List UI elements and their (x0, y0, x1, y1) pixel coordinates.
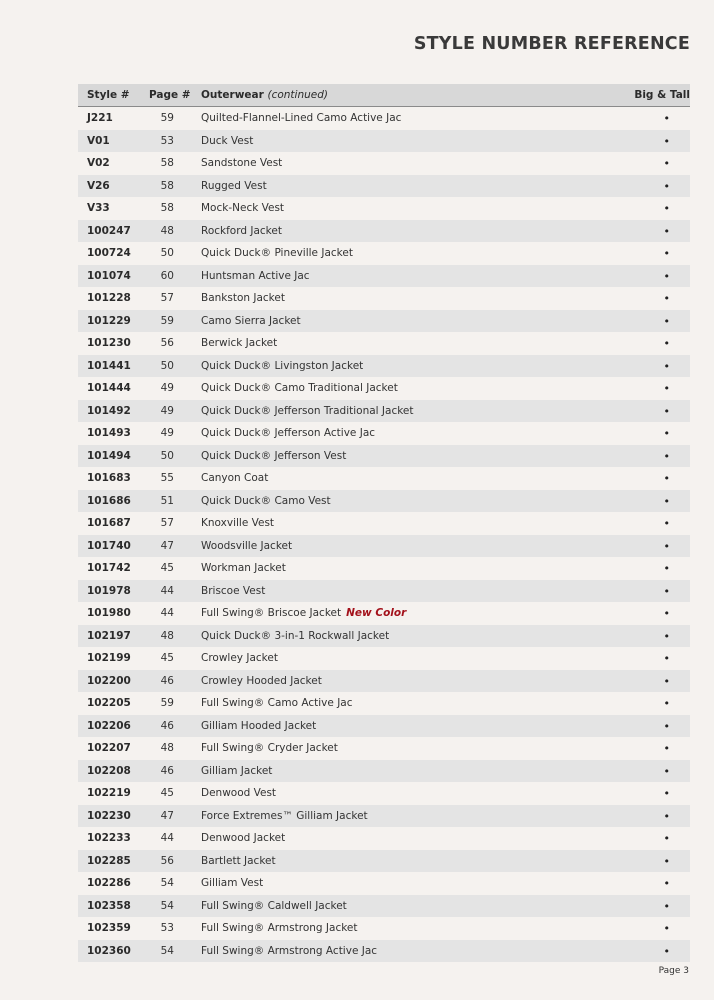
big-tall-bullet: • (663, 877, 670, 890)
description-cell (201, 202, 284, 214)
description-cell (201, 562, 286, 574)
style-number-cell: 102360 (87, 944, 131, 957)
page-number-cell: 57 (160, 292, 174, 304)
big-tall-bullet: • (663, 517, 670, 530)
description-cell (201, 495, 331, 507)
description-text: Quick Duck® Camo Traditional Jacket (201, 382, 398, 394)
table-row (78, 242, 690, 265)
big-tall-bullet: • (663, 629, 670, 643)
description-cell (201, 697, 353, 709)
description-cell (201, 270, 310, 282)
big-tall-bullet: • (663, 269, 670, 283)
big-tall-bullet: • (663, 494, 670, 508)
page-number-cell: 45 (160, 562, 174, 574)
table-row (78, 805, 690, 828)
table-row (78, 625, 690, 648)
table-row (78, 647, 690, 670)
page-number-cell: 47 (160, 809, 174, 822)
table-row (78, 130, 690, 153)
description-text: Full Swing® Cryder Jacket (201, 742, 338, 754)
table-row (78, 287, 690, 310)
description-text: Quick Duck® Jefferson Traditional Jacket (201, 404, 414, 417)
big-tall-bullet: • (663, 427, 670, 440)
description-text: Mock-Neck Vest (201, 202, 285, 214)
big-tall-bullet: • (663, 134, 670, 148)
big-tall-bullet: • (663, 562, 670, 575)
style-number-cell: 101229 (87, 314, 131, 327)
description-text: Full Swing® Briscoe Jacket (201, 607, 342, 619)
description-cell (201, 157, 282, 169)
page-number-cell: 46 (160, 764, 174, 777)
page-number-cell: 50 (160, 359, 174, 372)
description-text: Gilliam Vest (201, 877, 264, 889)
page-number-cell: 59 (160, 314, 174, 327)
page-number-cell: 44 (160, 584, 174, 597)
table-row (78, 400, 690, 423)
table-row (78, 917, 690, 940)
table-row (78, 760, 690, 783)
description-cell (201, 742, 338, 754)
table-row (78, 692, 690, 715)
table-row (78, 265, 690, 288)
page-number-cell: 59 (160, 112, 174, 124)
new-color-badge: New Color (346, 607, 407, 619)
description-cell (201, 450, 346, 462)
style-number-cell: 102219 (87, 787, 131, 799)
table-row (78, 220, 690, 243)
description-cell (201, 765, 272, 777)
page-number-cell: 60 (160, 269, 174, 282)
description-cell (201, 292, 285, 304)
description-cell (201, 337, 277, 349)
style-number-cell: 102207 (87, 742, 131, 754)
table-row (78, 850, 690, 873)
big-tall-bullet: • (663, 607, 670, 620)
description-text: Quick Duck® Jefferson Vest (201, 449, 347, 462)
style-number-cell: 102200 (87, 674, 131, 687)
style-number-cell: 100247 (87, 224, 131, 237)
table-row (78, 872, 690, 895)
description-cell (201, 135, 253, 147)
table-row (78, 580, 690, 603)
description-text: Crowley Jacket (201, 652, 278, 664)
style-number-cell: 100724 (87, 247, 131, 259)
style-number-cell: V33 (87, 202, 110, 214)
page-number-cell: 51 (160, 494, 174, 507)
description-text: Briscoe Vest (201, 584, 266, 597)
description-cell (201, 540, 292, 552)
style-number-cell: 101686 (87, 494, 131, 507)
page-number-cell: 45 (160, 787, 174, 799)
table-row (78, 445, 690, 468)
big-tall-bullet: • (663, 202, 670, 215)
description-text: Full Swing® Camo Active Jac (201, 697, 353, 709)
big-tall-bullet: • (663, 697, 670, 710)
style-number-cell: 101742 (87, 562, 131, 574)
description-text: Duck Vest (201, 134, 254, 147)
big-tall-bullet: • (663, 854, 670, 868)
description-text: Bankston Jacket (201, 292, 285, 304)
style-reference-table (78, 84, 690, 962)
style-number-cell: J221 (87, 112, 113, 124)
table-row (78, 422, 690, 445)
big-tall-bullet: • (663, 404, 670, 418)
description-text: Full Swing® Armstrong Active Jac (201, 944, 378, 957)
big-tall-bullet: • (663, 179, 670, 193)
big-tall-bullet: • (663, 584, 670, 598)
big-tall-bullet: • (663, 112, 670, 125)
description-text: Woodsville Jacket (201, 539, 293, 552)
page-number-cell: 53 (160, 922, 174, 934)
description-text: Crowley Hooded Jacket (201, 674, 322, 687)
style-number-cell: V01 (87, 134, 110, 147)
big-tall-bullet: • (663, 742, 670, 755)
style-number-cell: 101441 (87, 359, 131, 372)
table-row (78, 895, 690, 918)
page-number: Page 3 (658, 966, 689, 976)
page-number-cell: 44 (160, 832, 174, 844)
style-number-cell: 102286 (87, 877, 131, 889)
header-page-number: Page # (149, 89, 191, 101)
description-text: Camo Sierra Jacket (201, 314, 301, 327)
description-text: Workman Jacket (201, 562, 286, 574)
description-text: Sandstone Vest (201, 157, 283, 169)
style-number-cell: 102358 (87, 899, 131, 912)
big-tall-bullet: • (663, 652, 670, 665)
description-text: Quick Duck® Pineville Jacket (201, 247, 353, 259)
style-number-cell: 101444 (87, 382, 131, 394)
big-tall-bullet: • (663, 337, 670, 350)
description-cell (201, 382, 398, 394)
big-tall-bullet: • (663, 382, 670, 395)
page-number-cell: 44 (160, 607, 174, 619)
style-number-cell: 101980 (87, 607, 131, 619)
style-number-cell: V02 (87, 157, 110, 169)
description-text: Bartlett Jacket (201, 854, 276, 867)
big-tall-bullet: • (663, 832, 670, 845)
description-text: Quick Duck® Livingston Jacket (201, 359, 364, 372)
page-number-cell: 49 (160, 427, 174, 439)
big-tall-bullet: • (663, 787, 670, 800)
style-number-cell: 101228 (87, 292, 131, 304)
header-category (201, 89, 328, 101)
page-number-cell: 46 (160, 674, 174, 687)
page-number-cell: 58 (160, 179, 174, 192)
table-row (78, 940, 690, 963)
table-row (78, 197, 690, 220)
table-row (78, 557, 690, 580)
style-number-cell: 102206 (87, 719, 131, 732)
page-number-cell: 54 (160, 877, 174, 889)
page-number-cell: 50 (160, 247, 174, 259)
table-row (78, 355, 690, 378)
description-cell (201, 652, 278, 664)
style-number-cell: 101687 (87, 517, 131, 529)
description-cell (201, 720, 316, 732)
description-text: Berwick Jacket (201, 337, 278, 349)
description-text: Denwood Jacket (201, 832, 286, 844)
page-number-cell: 47 (160, 539, 174, 552)
description-text: Denwood Vest (201, 787, 277, 799)
big-tall-bullet: • (663, 224, 670, 238)
header-style-number: Style # (87, 89, 130, 101)
description-cell (201, 472, 268, 484)
description-cell (201, 922, 358, 934)
table-row (78, 670, 690, 693)
table-row (78, 602, 690, 625)
table-row (78, 332, 690, 355)
description-text: Quilted-Flannel-Lined Camo Active Jac (201, 112, 402, 124)
style-number-cell: 102205 (87, 697, 131, 709)
page-number-cell: 50 (160, 449, 174, 462)
style-number-cell: 101493 (87, 427, 131, 439)
style-number-cell: 101230 (87, 337, 131, 349)
description-cell (201, 607, 406, 619)
description-cell (201, 810, 368, 822)
description-cell (201, 405, 414, 417)
description-cell (201, 360, 363, 372)
description-cell (201, 427, 375, 439)
description-text: Force Extremes™ Gilliam Jacket (201, 809, 368, 822)
style-number-cell: V26 (87, 179, 110, 192)
page-number-cell: 48 (160, 742, 174, 754)
big-tall-bullet: • (663, 157, 670, 170)
big-tall-bullet: • (663, 247, 670, 260)
table-row (78, 152, 690, 175)
style-number-cell: 102359 (87, 922, 131, 934)
description-cell (201, 832, 285, 844)
description-text: Gilliam Hooded Jacket (201, 719, 317, 732)
big-tall-bullet: • (663, 539, 670, 553)
big-tall-bullet: • (663, 944, 670, 958)
style-number-cell: 102208 (87, 764, 131, 777)
page-number-cell: 45 (160, 652, 174, 664)
description-text: Knoxville Vest (201, 517, 275, 529)
table-row (78, 175, 690, 198)
description-cell (201, 315, 301, 327)
table-row (78, 737, 690, 760)
big-tall-bullet: • (663, 314, 670, 328)
table-body (78, 107, 690, 962)
page-number-cell: 49 (160, 382, 174, 394)
table-row (78, 782, 690, 805)
description-cell (201, 517, 274, 529)
description-cell (201, 900, 347, 912)
description-cell (201, 112, 401, 124)
big-tall-bullet: • (663, 472, 670, 485)
table-row (78, 827, 690, 850)
description-text: Quick Duck® 3-in-1 Rockwall Jacket (201, 629, 390, 642)
description-text: Quick Duck® Jefferson Active Jac (201, 427, 376, 439)
big-tall-bullet: • (663, 764, 670, 778)
style-number-cell: 101740 (87, 539, 131, 552)
page-number-cell: 58 (160, 157, 174, 169)
style-number-cell: 101683 (87, 472, 131, 484)
description-text: Full Swing® Armstrong Jacket (201, 922, 358, 934)
description-text: Gilliam Jacket (201, 764, 273, 777)
page-number-cell: 56 (160, 337, 174, 349)
page-number-cell: 48 (160, 224, 174, 237)
table-row (78, 107, 690, 130)
page-title: STYLE NUMBER REFERENCE (413, 34, 690, 54)
page-number-cell: 54 (160, 944, 174, 957)
style-number-cell: 101492 (87, 404, 131, 417)
style-number-cell: 101494 (87, 449, 131, 462)
description-cell (201, 585, 265, 597)
page-number-cell: 53 (160, 134, 174, 147)
description-cell (201, 630, 389, 642)
table-row (78, 535, 690, 558)
page-number-cell: 54 (160, 899, 174, 912)
description-cell (201, 877, 263, 889)
style-number-cell: 101074 (87, 269, 131, 282)
description-cell (201, 180, 267, 192)
page-number-cell: 48 (160, 629, 174, 642)
table-row (78, 490, 690, 513)
description-cell (201, 787, 276, 799)
page-number-cell: 56 (160, 854, 174, 867)
page-number-cell: 57 (160, 517, 174, 529)
description-cell (201, 247, 353, 259)
page-number-cell: 59 (160, 697, 174, 709)
description-cell (201, 855, 276, 867)
big-tall-bullet: • (663, 809, 670, 823)
description-text: Rugged Vest (201, 179, 267, 192)
description-cell (201, 945, 377, 957)
table-row (78, 310, 690, 333)
description-text: Huntsman Active Jac (201, 269, 310, 282)
description-cell (201, 675, 322, 687)
style-number-cell: 102285 (87, 854, 131, 867)
description-text: Rockford Jacket (201, 224, 282, 237)
page-number-cell: 46 (160, 719, 174, 732)
header-category-note: (continued) (267, 89, 328, 101)
table-header (78, 84, 690, 107)
header-category-label: Outerwear (201, 89, 264, 101)
style-number-cell: 102233 (87, 832, 131, 844)
description-cell (201, 225, 282, 237)
style-number-cell: 102199 (87, 652, 131, 664)
table-row (78, 715, 690, 738)
big-tall-bullet: • (663, 674, 670, 688)
big-tall-bullet: • (663, 292, 670, 305)
description-text: Full Swing® Caldwell Jacket (201, 899, 347, 912)
description-text: Canyon Coat (201, 472, 269, 484)
description-text: Quick Duck® Camo Vest (201, 494, 331, 507)
big-tall-bullet: • (663, 719, 670, 733)
big-tall-bullet: • (663, 359, 670, 373)
big-tall-bullet: • (663, 449, 670, 463)
page-number-cell: 55 (160, 472, 174, 484)
style-number-cell: 102230 (87, 809, 131, 822)
header-big-tall: Big & Tall (634, 89, 690, 101)
page-number-cell: 58 (160, 202, 174, 214)
style-number-cell: 102197 (87, 629, 131, 642)
table-row (78, 377, 690, 400)
big-tall-bullet: • (663, 922, 670, 935)
table-row (78, 467, 690, 490)
table-row (78, 512, 690, 535)
page-number-cell: 49 (160, 404, 174, 417)
big-tall-bullet: • (663, 899, 670, 913)
style-number-cell: 101978 (87, 584, 131, 597)
